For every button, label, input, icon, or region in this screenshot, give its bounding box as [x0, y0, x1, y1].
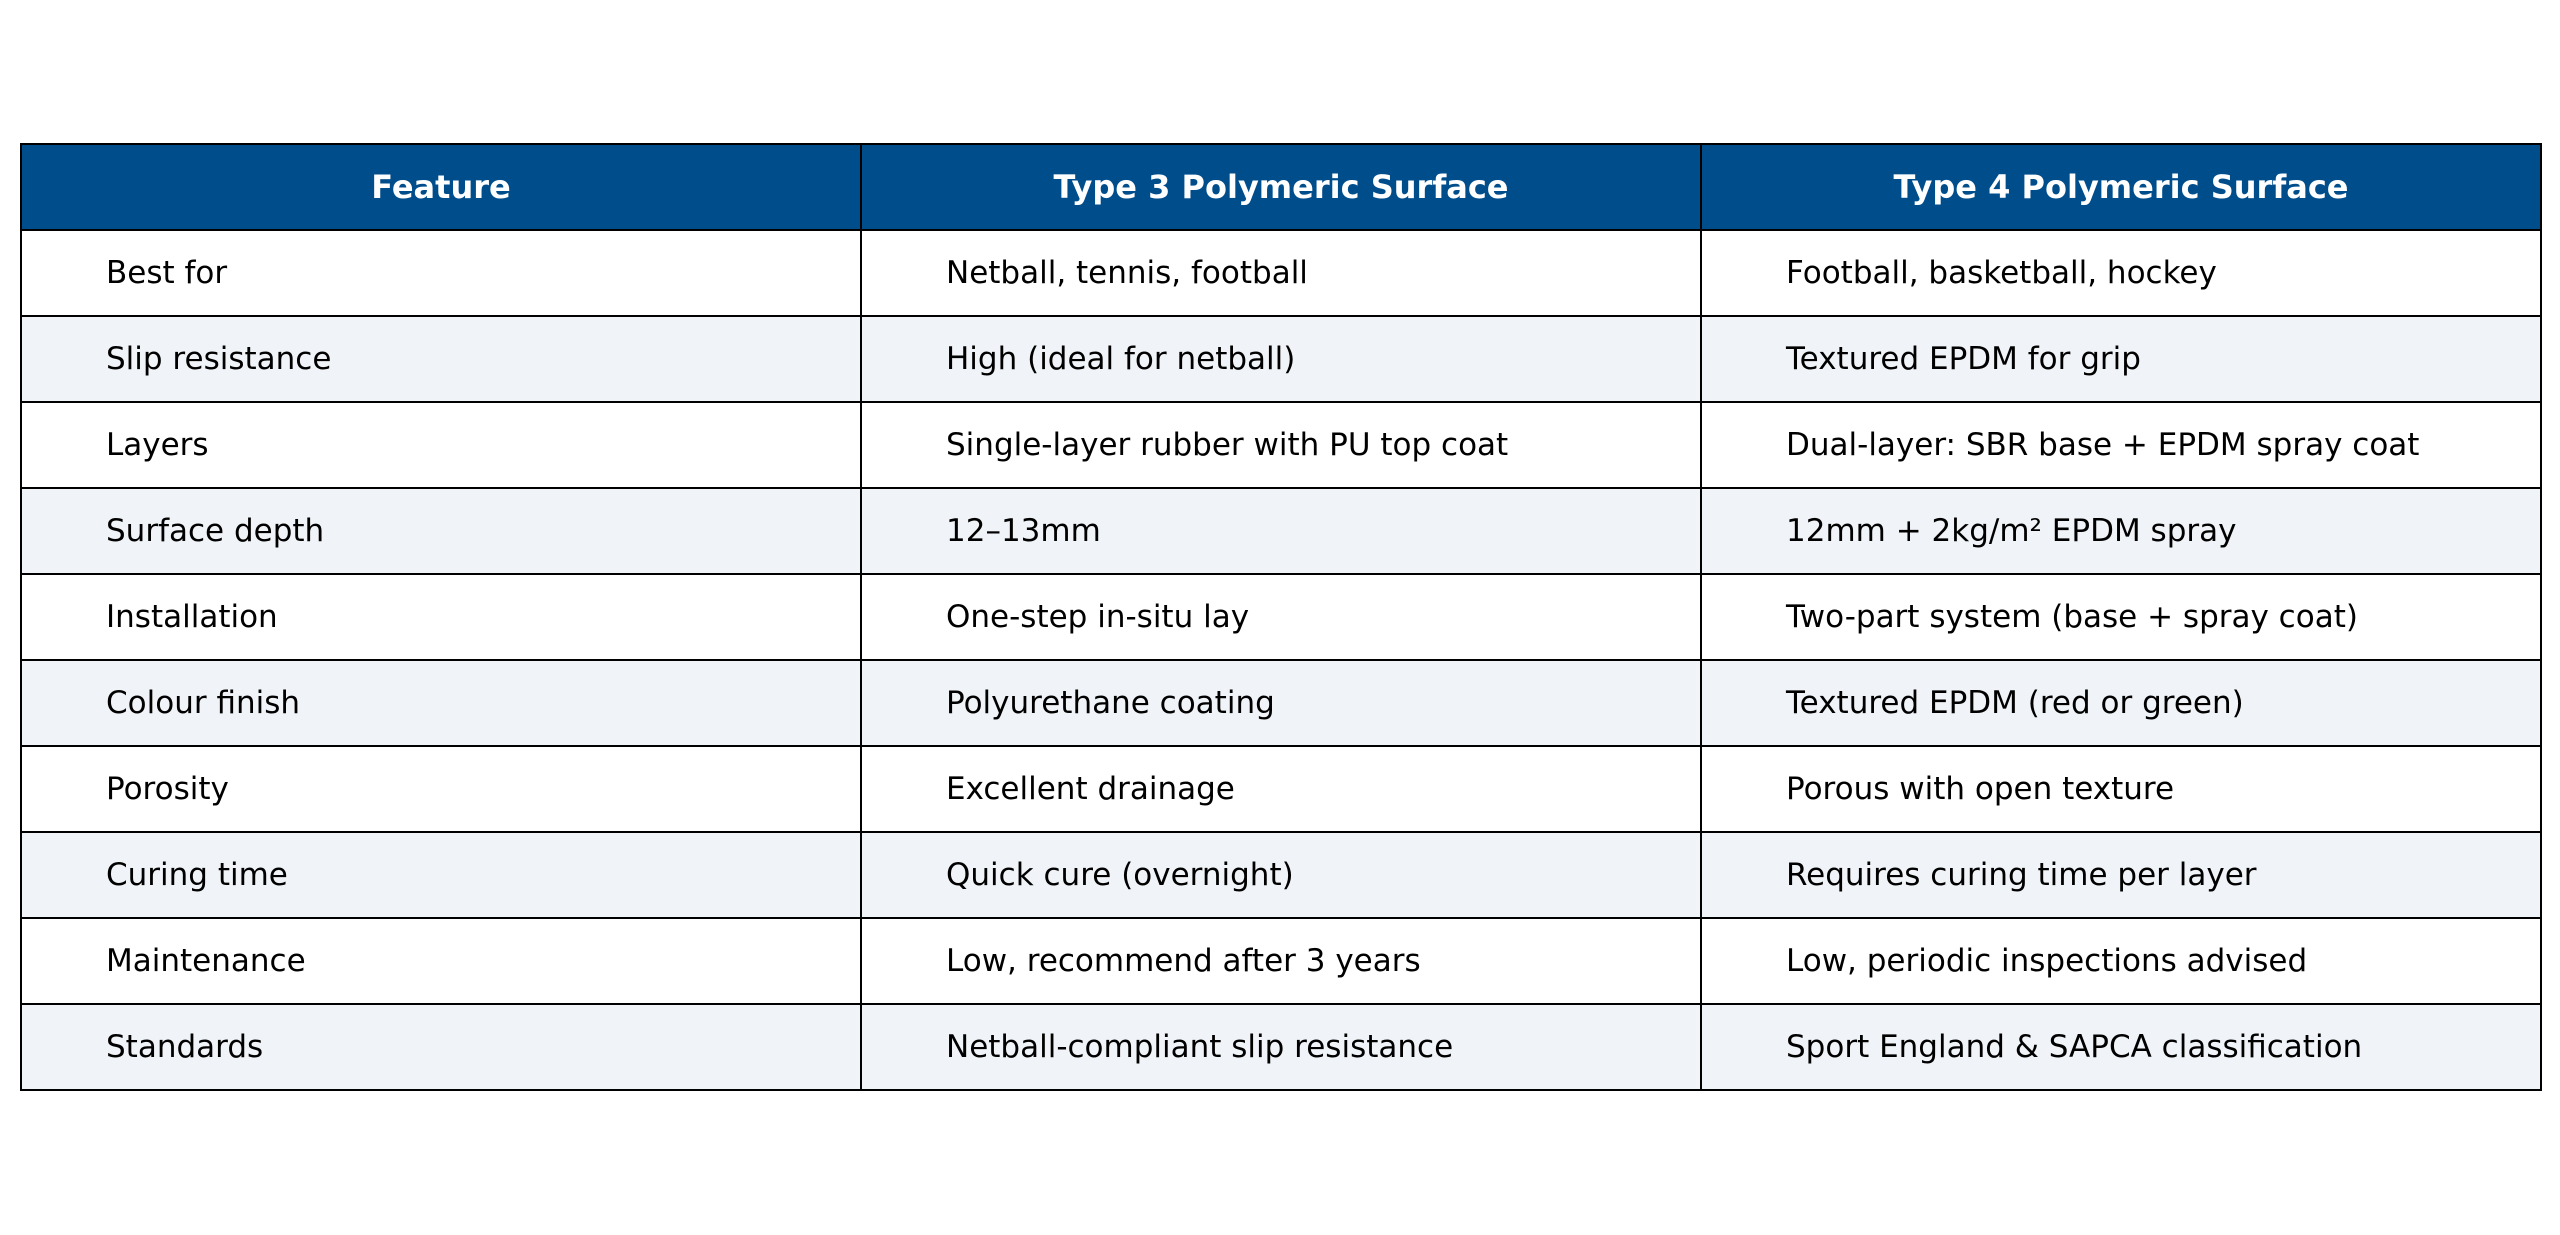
type-3-cell: Quick cure (overnight) [861, 832, 1701, 918]
type-3-cell: Single-layer rubber with PU top coat [861, 402, 1701, 488]
table-header [21, 144, 2541, 230]
type-3-cell: Netball-compliant slip resistance [861, 1004, 1701, 1090]
feature-cell: Standards [21, 1004, 861, 1090]
comparison-table-container [20, 143, 2540, 1091]
header-cell-type-3: Type 3 Polymeric Surface [861, 144, 1701, 230]
feature-cell: Installation [21, 574, 861, 660]
type-3-cell: One-step in-situ lay [861, 574, 1701, 660]
table-row [21, 918, 2541, 1004]
feature-cell: Maintenance [21, 918, 861, 1004]
type-4-cell: 12mm + 2kg/m² EPDM spray [1701, 488, 2541, 574]
feature-cell: Surface depth [21, 488, 861, 574]
header-cell-type-4: Type 4 Polymeric Surface [1701, 144, 2541, 230]
type-3-cell: Netball, tennis, football [861, 230, 1701, 316]
feature-cell: Best for [21, 230, 861, 316]
table-row [21, 488, 2541, 574]
feature-cell: Porosity [21, 746, 861, 832]
table-row [21, 230, 2541, 316]
header-cell-feature: Feature [21, 144, 861, 230]
table-row [21, 574, 2541, 660]
type-3-cell: Polyurethane coating [861, 660, 1701, 746]
feature-cell: Colour finish [21, 660, 861, 746]
feature-cell: Slip resistance [21, 316, 861, 402]
type-4-cell: Textured EPDM for grip [1701, 316, 2541, 402]
feature-cell: Layers [21, 402, 861, 488]
table-body [21, 230, 2541, 1090]
type-3-cell: High (ideal for netball) [861, 316, 1701, 402]
type-3-cell: Low, recommend after 3 years [861, 918, 1701, 1004]
table-row [21, 402, 2541, 488]
comparison-table [20, 143, 2542, 1091]
table-row [21, 832, 2541, 918]
table-row [21, 746, 2541, 832]
feature-cell: Curing time [21, 832, 861, 918]
type-4-cell: Porous with open texture [1701, 746, 2541, 832]
type-3-cell: 12–13mm [861, 488, 1701, 574]
table-row [21, 316, 2541, 402]
type-4-cell: Dual-layer: SBR base + EPDM spray coat [1701, 402, 2541, 488]
table-row [21, 660, 2541, 746]
type-4-cell: Textured EPDM (red or green) [1701, 660, 2541, 746]
type-4-cell: Two-part system (base + spray coat) [1701, 574, 2541, 660]
type-4-cell: Sport England & SAPCA classification [1701, 1004, 2541, 1090]
table-row [21, 1004, 2541, 1090]
type-4-cell: Requires curing time per layer [1701, 832, 2541, 918]
type-4-cell: Low, periodic inspections advised [1701, 918, 2541, 1004]
header-row [21, 144, 2541, 230]
type-3-cell: Excellent drainage [861, 746, 1701, 832]
type-4-cell: Football, basketball, hockey [1701, 230, 2541, 316]
